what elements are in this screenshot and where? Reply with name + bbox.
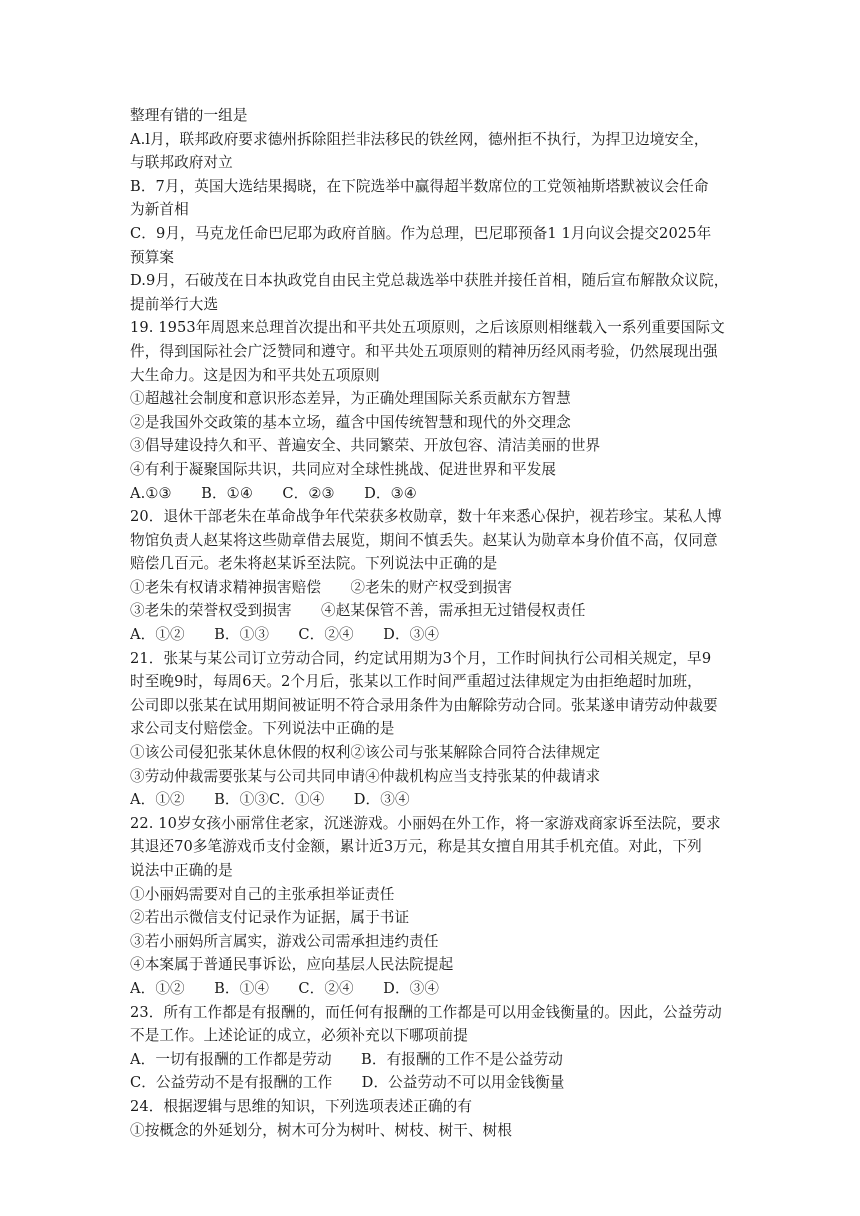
text-line: ②是我国外交政策的基本立场，蕴含中国传统智慧和现代的外交理念 <box>130 413 571 431</box>
text-line: 23．所有工作都是有报酬的，而任何有报酬的工作都是可以用金钱衡量的。因此，公益劳动 <box>130 1003 722 1021</box>
text-line: C．公益劳动不是有报酬的工作 D．公益劳动不可以用金钱衡量 <box>130 1074 565 1092</box>
text-line: 21．张某与某公司订立劳动合同，约定试用期为3个月，工作时间执行公司相关规定，早9 <box>130 649 712 667</box>
text-line: ①该公司侵犯张某休息休假的权利②该公司与张某解除合同符合法律规定 <box>130 744 601 762</box>
text-line: 20．退休干部老朱在革命战争年代荣获多枚勋章，数十年来悉心保护，视若珍宝。某私人博 <box>130 508 722 526</box>
text-line: A．①② B．①④ C．②④ D．③④ <box>130 979 440 997</box>
text-line: C．9月，马克龙任命巴尼耶为政府首脑。作为总理，巴尼耶预备1 1月向议会提交2025年 <box>130 224 712 242</box>
text-line: A．①② B．①③ C．②④ D．③④ <box>130 626 440 644</box>
text-line: 19. 1953年周恩来总理首次提出和平共处五项原则，之后该原则相继载入一系列重要国际文 <box>130 319 725 337</box>
text-line: ③劳动仲裁需要张某与公司共同申请④仲裁机构应当支持张某的仲裁请求 <box>130 767 601 785</box>
text-line: 赔偿几百元。老朱将赵某诉至法院。下列说法中正确的是 <box>130 555 498 573</box>
text-line: 预算案 <box>130 248 175 266</box>
text-line: A.①③ B．①④ C．②③ D．③④ <box>130 484 417 502</box>
text-line: 大生命力。这是因为和平共处五项原则 <box>130 366 380 384</box>
text-line: 为新首相 <box>130 201 189 219</box>
text-line: 时至晚9时，每周6天。2个月后，张某以工作时间严重超过法律规定为由拒绝超时加班， <box>130 673 702 691</box>
text-line: 22. 10岁女孩小丽常住老家，沉迷游戏。小丽妈在外工作，将一家游戏商家诉至法院，要求 <box>130 814 721 832</box>
text-line: B．7月，英国大选结果揭晓，在下院选举中赢得超半数席位的工党领袖斯塔默被议会任命 <box>130 177 709 195</box>
text-line: 提前举行大选 <box>130 295 219 313</box>
text-line: 其退还70多笔游戏币支付金额，累计近3万元，称是其女擅自用其手机充值。对此，下列 <box>130 838 702 856</box>
text-line: 不是工作。上述论证的成立，必须补充以下哪项前提 <box>130 1027 468 1045</box>
text-line: ①超越社会制度和意识形态差异，为正确处理国际关系贡献东方智慧 <box>130 390 571 408</box>
text-line: 件，得到国际社会广泛赞同和遵守。和平共处五项原则的精神历经风雨考验，仍然展现出强 <box>130 342 718 360</box>
text-line: 整理有错的一组是 <box>130 107 248 124</box>
text-line: 公司即以张某在试用期间被证明不符合录用条件为由解除劳动合同。张某遂申请劳动仲裁要 <box>130 696 718 714</box>
text-line: ③老朱的荣誉权受到损害 ④赵某保管不善，需承担无过错侵权责任 <box>130 602 586 620</box>
text-line: ①老朱有权请求精神损害赔偿 ②老朱的财产权受到损害 <box>130 578 513 596</box>
text-line: 与联邦政府对立 <box>130 154 233 172</box>
text-line: A.l月，联邦政府要求德州拆除阻拦非法移民的铁丝网，德州拒不执行，为捍卫边境安全， <box>130 130 709 148</box>
text-line: ①按概念的外延划分，树木可分为树叶、树枝、树干、树根 <box>130 1121 513 1139</box>
document-page <box>130 104 736 1142</box>
text-line: ③若小丽妈所言属实，游戏公司需承担违约责任 <box>130 932 439 950</box>
text-line: 求公司支付赔偿金。下列说法中正确的是 <box>130 720 395 738</box>
text-line: ③倡导建设持久和平、普遍安全、共同繁荣、开放包容、清洁美丽的世界 <box>130 437 601 455</box>
text-line: A．①② B．①③C．①④ D．③④ <box>130 791 410 809</box>
text-line: ④本案属于普通民事诉讼，应向基层人民法院提起 <box>130 956 454 974</box>
text-line: ④有利于凝聚国际共识，共同应对全球性挑战、促进世界和平发展 <box>130 460 557 478</box>
text-line: 24．根据逻辑与思维的知识，下列选项表述正确的有 <box>130 1097 473 1115</box>
text-line: 说法中正确的是 <box>130 862 233 879</box>
text-line: 物馆负责人赵某将这些勋章借去展览，期间不慎丢失。赵某认为勋章本身价值不高，仅同意 <box>130 531 718 549</box>
text-line: ①小丽妈需要对自己的主张承担举证责任 <box>130 885 395 903</box>
text-line: A．一切有报酬的工作都是劳动 B．有报酬的工作不是公益劳动 <box>130 1050 563 1068</box>
text-line: ②若出示微信支付记录作为证据，属于书证 <box>130 909 410 927</box>
text-line: D.9月，石破茂在日本执政党自由民主党总裁选举中获胜并接任首相，随后宣布解散众议院， <box>130 272 729 290</box>
